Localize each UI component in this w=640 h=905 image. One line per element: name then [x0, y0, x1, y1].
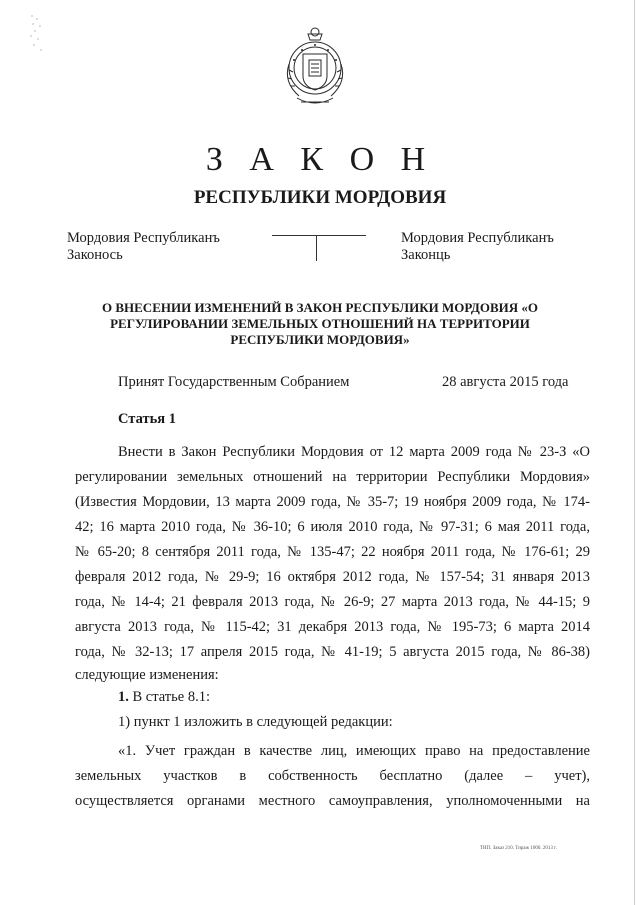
item-1-number: 1. [118, 689, 129, 705]
article-title: Статья 1 [118, 411, 176, 427]
paragraph-line: (Известия Мордовии, 13 марта 2009 года, № 35-7; 19 ноября 2009 года, № 174- [75, 494, 590, 510]
header-divider [272, 235, 366, 236]
quote-line: земельных участков в собственность бесплатно (далее – учет), [75, 768, 590, 784]
paragraph-line: Внести в Закон Республики Мордовия от 12 марта 2009 года № 23-З «О [118, 444, 590, 460]
paragraph-line: февраля 2012 года, № 29-9; 16 октября 2012 года, № 157-54; 31 января 2013 [75, 569, 590, 585]
bilingual-left-line-1: Мордовия Республиканъ [67, 230, 220, 246]
law-heading: О ВНЕСЕНИИ ИЗМЕНЕНИЙ В ЗАКОН РЕСПУБЛИКИ МОРДОВИЯ «О РЕГУЛИРОВАНИИ ЗЕМЕЛЬНЫХ ОТНОШЕНИЙ НА ТЕРРИТОРИИ РЕСПУБЛИКИ МОРДОВИЯ» [101, 300, 539, 347]
paragraph-line: следующие изменения: [75, 667, 219, 683]
quote-line: «1. Учет граждан в качестве лиц, имеющих право на предоставление [118, 743, 590, 759]
accepted-by: Принят Государственным Собранием [118, 374, 350, 390]
document-title: З А К О Н [205, 141, 435, 178]
header-divider-stem [316, 236, 317, 261]
bilingual-right-line-1: Мордовия Республиканъ [401, 230, 554, 246]
scan-edge-line [634, 0, 635, 905]
paragraph-line: 42; 16 марта 2010 года, № 36-10; 6 июля 2010 года, № 97-31; 6 мая 2011 года, [75, 519, 590, 535]
coat-of-arms-icon [277, 24, 353, 114]
document-subtitle: РЕСПУБЛИКИ МОРДОВИЯ [193, 187, 447, 208]
item-1 [118, 689, 210, 706]
accepted-date: 28 августа 2015 года [442, 374, 569, 390]
item-1-text: В статье 8.1: [128, 689, 210, 705]
quote-line: осуществляется органами местного самоуправления, уполномоченными на [75, 793, 590, 809]
scan-artifact [28, 12, 48, 62]
paragraph-line: года, № 14-4; 21 февраля 2013 года, № 26-9; 27 марта 2013 года, № 44-15; 9 [75, 594, 590, 610]
paragraph-line: № 65-20; 8 сентября 2011 года, № 135-47; 22 ноября 2011 года, № 176-61; 29 [75, 544, 590, 560]
paragraph-line: регулировании земельных отношений на территории Республики Мордовия» [75, 469, 590, 485]
bilingual-left-line-2: Законось [67, 247, 123, 263]
print-stamp: ТИП. Заказ 210. Тираж 1000. 2013 г. [480, 846, 557, 851]
paragraph-line: года, № 32-13; 17 апреля 2015 года, № 41-19; 5 августа 2015 года, № 86-38) [75, 644, 590, 660]
paragraph-line: августа 2013 года, № 115-42; 31 декабря 2013 года, № 195-73; 6 марта 2014 [75, 619, 590, 635]
bilingual-right-line-2: Законць [401, 247, 451, 263]
subitem-1: 1) пункт 1 изложить в следующей редакции: [118, 714, 393, 730]
